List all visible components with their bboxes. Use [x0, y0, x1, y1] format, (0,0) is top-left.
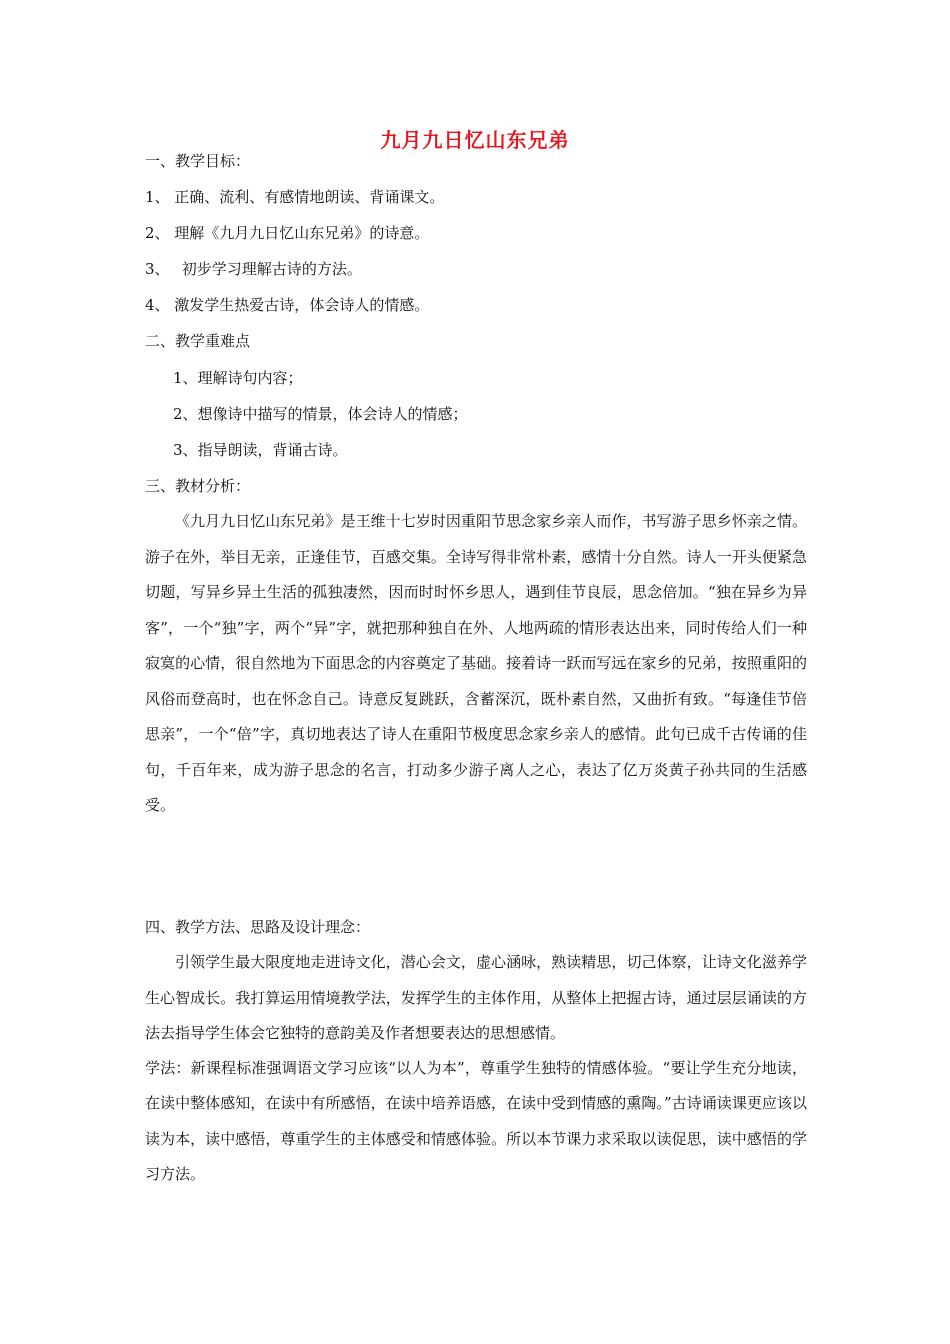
objective-item: 1、 正确、流利、有感情地朗读、背诵课文。: [145, 188, 445, 206]
objective-item: 2、 理解《九月九日忆山东兄弟》的诗意。: [145, 224, 430, 242]
analysis-paragraph: 《九月九日忆山东兄弟》是王维十七岁时因重阳节思念家乡亲人而作，书写游子思乡怀亲之情。游子在外，举目无亲，正逢佳节，百感交集。全诗写得非常朴素，感情十分自然。诗人一开头便紧急切题，写异乡异土生活的孤独凄然，因而时时怀乡思人，遇到佳节良辰，思念倍加。“独在异乡为异客”，一个“独”字，两个“异”字，就把那种独自在外、人地两疏的情形表达出来，同时传给人们一种寂寞的心情，很自然地为下面思念的内容奠定了基础。接着诗一跃而写远在家乡的兄弟，按照重阳的风俗而登高时，也在怀念自己。诗意反复跳跃，含蓄深沉，既朴素自然，又曲折有致。“每逢佳节倍思亲”，一个“倍”字，真切地表达了诗人在重阳节极度思念家乡亲人的感情。此句已成千古传诵的佳句，千百年来，成为游子思念的名言，打动多少游子离人之心，表达了亿万炎黄子孙共同的生活感受。: [145, 512, 807, 814]
objective-item: 3、 初步学习理解古诗的方法。: [145, 260, 362, 278]
methods-heading: 四、教学方法、思路及设计理念：: [145, 918, 371, 936]
key-point-item: 3、指导朗读，背诵古诗。: [173, 441, 348, 459]
key-points-heading: 二、教学重难点: [145, 332, 251, 350]
methods-paragraph: 引领学生最大限度地走进诗文化，潜心会文，虚心涵咏，熟读精思，切己体察，让诗文化滋养学生心智成长。我打算运用情境教学法，发挥学生的主体作用，从整体上把握古诗，通过层层诵读的方法去指导学生体会它独特的意韵美及作者想要表达的思想感情。: [145, 953, 807, 1042]
key-point-item: 1、理解诗句内容；: [173, 369, 303, 387]
analysis-heading: 三、教材分析：: [145, 477, 251, 495]
key-point-item: 2、想像诗中描写的情景，体会诗人的情感；: [173, 405, 468, 423]
study-method-paragraph: 学法：新课程标准强调语文学习应该“以人为本”，尊重学生独特的情感体验。“要让学生充分地读，在读中整体感知，在读中有所感悟，在读中培养语感，在读中受到情感的熏陶。”古诗诵读课更应该以读为本，读中感悟，尊重学生的主体感受和情感体验。所以本节课力求采取以读促思，读中感悟的学习方法。: [145, 1059, 807, 1183]
objectives-heading: 一、教学目标：: [145, 152, 251, 170]
objective-item: 4、 激发学生热爱古诗，体会诗人的情感。: [145, 296, 430, 314]
document-title: 九月九日忆山东兄弟: [380, 128, 570, 152]
